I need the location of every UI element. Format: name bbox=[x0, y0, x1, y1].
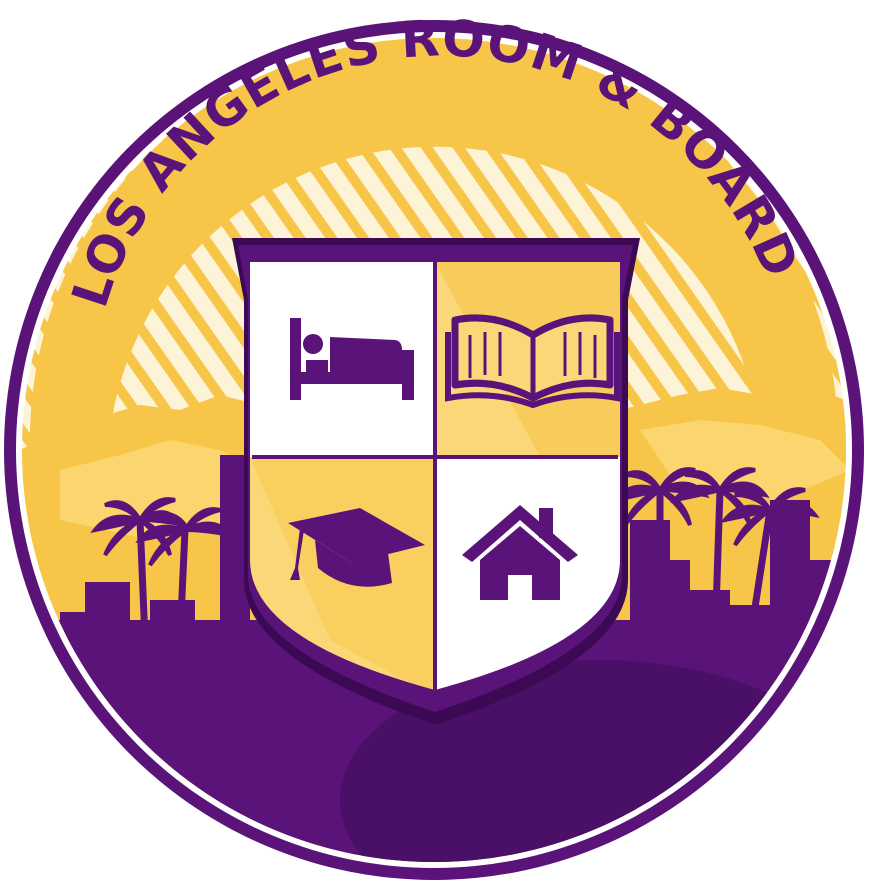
logo-title: LOS ANGELES ROOM & BOARD bbox=[60, 9, 811, 314]
